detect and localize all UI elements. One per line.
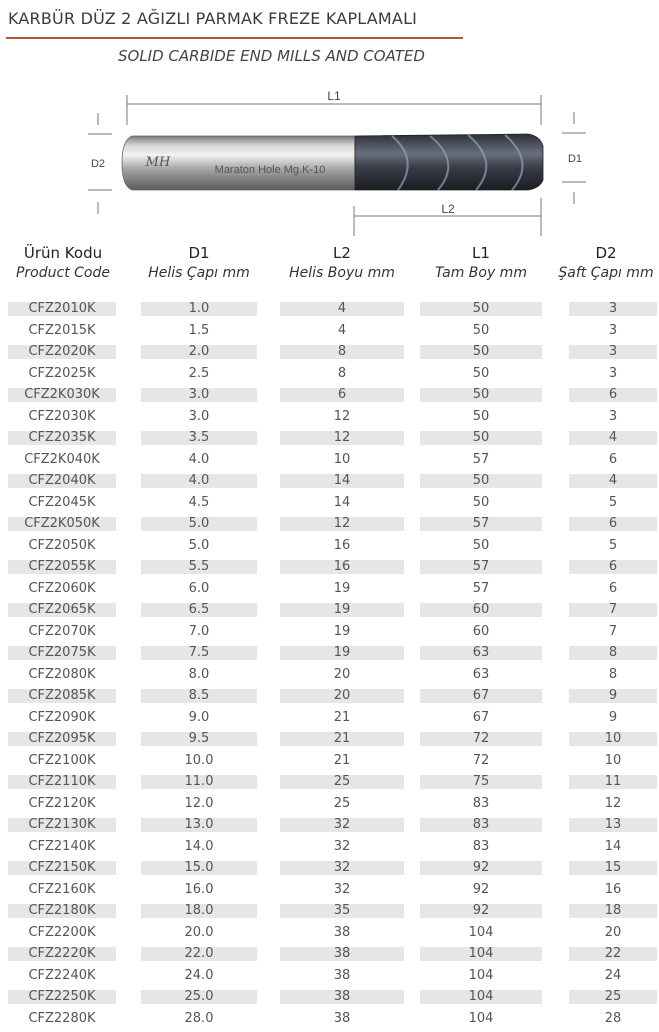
d2-cell: 11: [569, 775, 657, 789]
l1-cell: 57: [420, 582, 542, 596]
d2-cell: 7: [569, 625, 657, 639]
d2-cell: 3: [569, 345, 657, 359]
l2-cell: 25: [280, 797, 404, 811]
d1-cell: 5.5: [141, 560, 257, 574]
l1-cell: 72: [420, 754, 542, 768]
l2-cell: 38: [280, 990, 404, 1004]
product-code-cell: CFZ2070K: [8, 625, 116, 639]
d2-cell: 10: [569, 732, 657, 746]
table-row: [0, 731, 659, 753]
product-code-cell: CFZ2085K: [8, 689, 116, 703]
d2-cell: 8: [569, 646, 657, 660]
column-header-product-code: [4, 244, 122, 281]
product-code-cell: CFZ2030K: [8, 410, 116, 424]
l2-cell: 38: [280, 926, 404, 940]
d1-cell: 20.0: [141, 926, 257, 940]
l1-cell: 57: [420, 453, 542, 467]
d1-cell: 8.5: [141, 689, 257, 703]
l1-cell: 50: [420, 302, 542, 316]
d2-cell: 9: [569, 689, 657, 703]
table-row: [0, 538, 659, 560]
table-row: [0, 903, 659, 925]
l1-cell: 50: [420, 431, 542, 445]
l1-cell: 92: [420, 904, 542, 918]
l2-cell: 12: [280, 410, 404, 424]
table-row: [0, 645, 659, 667]
d2-cell: 9: [569, 711, 657, 725]
table-row: [0, 430, 659, 452]
l1-cell: 92: [420, 861, 542, 875]
column-header-subtitle: Şaft Çapı mm: [553, 265, 659, 281]
d2-cell: 6: [569, 582, 657, 596]
logo-mark: MH: [145, 155, 171, 170]
page-title: KARBÜR DÜZ 2 AĞIZLI PARMAK FREZE KAPLAMALI: [8, 9, 417, 28]
d1-cell: 24.0: [141, 969, 257, 983]
d2-cell: 6: [569, 560, 657, 574]
column-header-title: L2: [272, 244, 412, 262]
table-row: [0, 688, 659, 710]
product-code-cell: CFZ2095K: [8, 732, 116, 746]
l1-cell: 50: [420, 367, 542, 381]
product-code-cell: CFZ2120K: [8, 797, 116, 811]
d2-cell: 14: [569, 840, 657, 854]
table-row: [0, 559, 659, 581]
table-row: [0, 387, 659, 409]
table-row: [0, 989, 659, 1011]
d1-cell: 2.0: [141, 345, 257, 359]
l1-cell: 50: [420, 410, 542, 424]
d2-cell: 3: [569, 367, 657, 381]
d1-cell: 2.5: [141, 367, 257, 381]
l2-cell: 38: [280, 969, 404, 983]
table-row: [0, 796, 659, 818]
table-row: [0, 839, 659, 861]
l1-cell: 50: [420, 496, 542, 510]
l1-cell: 83: [420, 818, 542, 832]
table-row: [0, 925, 659, 947]
l2-cell: 4: [280, 302, 404, 316]
table-row: [0, 495, 659, 517]
d2-cell: 28: [569, 1012, 657, 1026]
d2-cell: 8: [569, 668, 657, 682]
l1-cell: 104: [420, 1012, 542, 1026]
product-code-cell: CFZ2K050K: [8, 517, 116, 531]
column-header-subtitle: Product Code: [4, 265, 122, 281]
table-row: [0, 581, 659, 603]
product-code-cell: CFZ2050K: [8, 539, 116, 553]
d1-cell: 1.5: [141, 324, 257, 338]
d1-cell: 25.0: [141, 990, 257, 1004]
table-row: [0, 860, 659, 882]
table-row: [0, 624, 659, 646]
product-code-cell: CFZ2065K: [8, 603, 116, 617]
column-header-title: D1: [131, 244, 267, 262]
l2-cell: 32: [280, 861, 404, 875]
l2-cell: 19: [280, 582, 404, 596]
product-table: [0, 301, 659, 1032]
title-divider: [6, 37, 463, 39]
d1-cell: 13.0: [141, 818, 257, 832]
d2-cell: 10: [569, 754, 657, 768]
d2-cell: 6: [569, 453, 657, 467]
l2-cell: 32: [280, 840, 404, 854]
d1-cell: 7.0: [141, 625, 257, 639]
product-code-cell: CFZ2110K: [8, 775, 116, 789]
product-code-cell: CFZ2180K: [8, 904, 116, 918]
table-row: [0, 516, 659, 538]
d1-cell: 11.0: [141, 775, 257, 789]
table-row: [0, 817, 659, 839]
d2-cell: 3: [569, 324, 657, 338]
d2-cell: 4: [569, 431, 657, 445]
l1-cell: 50: [420, 474, 542, 488]
l2-cell: 19: [280, 603, 404, 617]
l2-cell: 32: [280, 883, 404, 897]
l1-cell: 50: [420, 345, 542, 359]
l2-cell: 20: [280, 668, 404, 682]
product-code-cell: CFZ2200K: [8, 926, 116, 940]
table-row: [0, 968, 659, 990]
table-row: [0, 774, 659, 796]
d1-cell: 18.0: [141, 904, 257, 918]
product-code-cell: CFZ2040K: [8, 474, 116, 488]
column-header-title: Ürün Kodu: [4, 244, 122, 262]
l1-cell: 104: [420, 969, 542, 983]
d2-cell: 5: [569, 539, 657, 553]
l1-cell: 50: [420, 388, 542, 402]
product-code-cell: CFZ2240K: [8, 969, 116, 983]
product-code-cell: CFZ2055K: [8, 560, 116, 574]
shank-engraving: Maraton Hole Mg.K-10: [215, 164, 326, 176]
table-row: [0, 366, 659, 388]
tool-flutes: [355, 134, 543, 190]
d1-cell: 7.5: [141, 646, 257, 660]
table-row: [0, 946, 659, 968]
d2-cell: 7: [569, 603, 657, 617]
d2-cell: 4: [569, 474, 657, 488]
column-header-l2: [272, 244, 412, 281]
l2-cell: 21: [280, 711, 404, 725]
l1-cell: 104: [420, 990, 542, 1004]
table-row: [0, 1011, 659, 1032]
d1-cell: 9.5: [141, 732, 257, 746]
table-row: [0, 301, 659, 323]
d2-cell: 3: [569, 302, 657, 316]
product-code-cell: CFZ2160K: [8, 883, 116, 897]
d2-cell: 12: [569, 797, 657, 811]
l1-cell: 67: [420, 689, 542, 703]
l2-cell: 20: [280, 689, 404, 703]
d2-cell: 22: [569, 947, 657, 961]
d1-cell: 3.0: [141, 388, 257, 402]
l2-cell: 25: [280, 775, 404, 789]
l1-cell: 63: [420, 668, 542, 682]
l2-cell: 8: [280, 345, 404, 359]
table-row: [0, 602, 659, 624]
l2-cell: 21: [280, 754, 404, 768]
table-row: [0, 323, 659, 345]
product-code-cell: CFZ2280K: [8, 1012, 116, 1026]
product-code-cell: CFZ2020K: [8, 345, 116, 359]
l1-cell: 63: [420, 646, 542, 660]
d1-cell: 6.0: [141, 582, 257, 596]
product-code-cell: CFZ2K040K: [8, 453, 116, 467]
column-header-title: D2: [553, 244, 659, 262]
l2-cell: 35: [280, 904, 404, 918]
l2-cell: 32: [280, 818, 404, 832]
l2-cell: 38: [280, 1012, 404, 1026]
d1-label: D1: [568, 153, 582, 165]
table-header: [0, 244, 659, 292]
l1-cell: 60: [420, 625, 542, 639]
d1-cell: 1.0: [141, 302, 257, 316]
l1-cell: 83: [420, 797, 542, 811]
l2-cell: 14: [280, 496, 404, 510]
d1-cell: 16.0: [141, 883, 257, 897]
d2-cell: 16: [569, 883, 657, 897]
l2-label: L2: [441, 202, 455, 216]
table-row: [0, 452, 659, 474]
l1-cell: 67: [420, 711, 542, 725]
d2-cell: 13: [569, 818, 657, 832]
page-subtitle: SOLID CARBIDE END MILLS AND COATED: [118, 47, 425, 65]
product-code-cell: CFZ2075K: [8, 646, 116, 660]
l2-cell: 10: [280, 453, 404, 467]
d2-cell: 20: [569, 926, 657, 940]
product-code-cell: CFZ2250K: [8, 990, 116, 1004]
product-code-cell: CFZ2130K: [8, 818, 116, 832]
d2-cell: 18: [569, 904, 657, 918]
l1-cell: 57: [420, 517, 542, 531]
table-row: [0, 882, 659, 904]
product-code-cell: CFZ2100K: [8, 754, 116, 768]
l2-cell: 19: [280, 646, 404, 660]
column-header-title: L1: [410, 244, 552, 262]
table-row: [0, 667, 659, 689]
l2-cell: 14: [280, 474, 404, 488]
d1-cell: 14.0: [141, 840, 257, 854]
product-code-cell: CFZ2010K: [8, 302, 116, 316]
table-row: [0, 473, 659, 495]
table-row: [0, 710, 659, 732]
d1-cell: 22.0: [141, 947, 257, 961]
l1-cell: 75: [420, 775, 542, 789]
l1-cell: 92: [420, 883, 542, 897]
table-row: [0, 753, 659, 775]
l1-cell: 104: [420, 947, 542, 961]
l2-cell: 12: [280, 517, 404, 531]
column-header-d1: [131, 244, 267, 281]
d2-cell: 25: [569, 990, 657, 1004]
d1-cell: 4.5: [141, 496, 257, 510]
d1-cell: 10.0: [141, 754, 257, 768]
d1-cell: 4.0: [141, 474, 257, 488]
d1-cell: 4.0: [141, 453, 257, 467]
product-code-cell: CFZ2K030K: [8, 388, 116, 402]
l1-cell: 104: [420, 926, 542, 940]
column-header-subtitle: Helis Boyu mm: [272, 265, 412, 281]
d1-cell: 28.0: [141, 1012, 257, 1026]
product-code-cell: CFZ2015K: [8, 324, 116, 338]
product-code-cell: CFZ2150K: [8, 861, 116, 875]
l2-cell: 21: [280, 732, 404, 746]
d1-cell: 3.5: [141, 431, 257, 445]
d1-cell: 12.0: [141, 797, 257, 811]
l2-cell: 8: [280, 367, 404, 381]
l1-cell: 60: [420, 603, 542, 617]
table-row: [0, 409, 659, 431]
l2-cell: 16: [280, 539, 404, 553]
product-code-cell: CFZ2090K: [8, 711, 116, 725]
d2-cell: 3: [569, 410, 657, 424]
d1-cell: 15.0: [141, 861, 257, 875]
l2-cell: 6: [280, 388, 404, 402]
d1-cell: 8.0: [141, 668, 257, 682]
product-code-cell: CFZ2080K: [8, 668, 116, 682]
l1-cell: 83: [420, 840, 542, 854]
d1-cell: 5.0: [141, 539, 257, 553]
d1-cell: 3.0: [141, 410, 257, 424]
product-code-cell: CFZ2025K: [8, 367, 116, 381]
column-header-subtitle: Helis Çapı mm: [131, 265, 267, 281]
l1-cell: 50: [420, 324, 542, 338]
d1-cell: 5.0: [141, 517, 257, 531]
l1-cell: 57: [420, 560, 542, 574]
d2-cell: 6: [569, 517, 657, 531]
l1-cell: 72: [420, 732, 542, 746]
d2-label: D2: [91, 158, 105, 170]
d2-cell: 5: [569, 496, 657, 510]
end-mill-diagram: [0, 80, 659, 240]
product-code-cell: CFZ2045K: [8, 496, 116, 510]
l2-cell: 38: [280, 947, 404, 961]
column-header-subtitle: Tam Boy mm: [410, 265, 552, 281]
l1-cell: 50: [420, 539, 542, 553]
product-code-cell: CFZ2220K: [8, 947, 116, 961]
column-header-d2: [553, 244, 659, 281]
l2-cell: 19: [280, 625, 404, 639]
l2-cell: 16: [280, 560, 404, 574]
l1-label: L1: [327, 89, 341, 103]
table-row: [0, 344, 659, 366]
product-code-cell: CFZ2060K: [8, 582, 116, 596]
product-code-cell: CFZ2140K: [8, 840, 116, 854]
d2-cell: 24: [569, 969, 657, 983]
column-header-l1: [410, 244, 552, 281]
d2-cell: 15: [569, 861, 657, 875]
product-code-cell: CFZ2035K: [8, 431, 116, 445]
l2-cell: 12: [280, 431, 404, 445]
d1-cell: 6.5: [141, 603, 257, 617]
d2-cell: 6: [569, 388, 657, 402]
d1-cell: 9.0: [141, 711, 257, 725]
l2-cell: 4: [280, 324, 404, 338]
